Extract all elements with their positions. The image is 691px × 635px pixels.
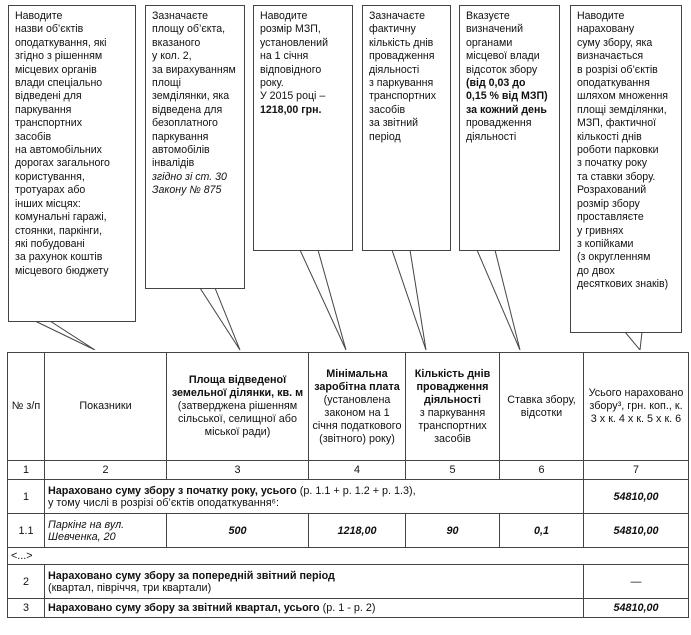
header-mzp-note: (установлена законом на 1 січня податкового (звітного) року): [312, 393, 402, 445]
callout-line: безоплатного: [152, 117, 218, 130]
header-rate: Ставка збору, відсотки: [500, 353, 584, 461]
callout-line: площу об’єкта,: [152, 23, 226, 36]
callout-pointer-6: [625, 332, 642, 350]
row-label: [45, 599, 584, 618]
row-object-name: Паркінг на вул. Шевченка, 20: [45, 514, 167, 548]
callout-line: відведена для: [152, 103, 223, 116]
callout-line: які побудовані: [15, 237, 85, 250]
callout-line: комунальні гаражі,: [15, 211, 107, 224]
col-num: 1: [8, 461, 45, 480]
callout-line: з паркування: [369, 77, 434, 90]
callout-line: згідно зі ст. 30: [152, 170, 227, 183]
row-total: 54810,00: [584, 599, 689, 618]
callout-line: паркування: [152, 130, 209, 143]
callout-mzp: [253, 5, 353, 251]
callout-line: тротуарах або: [15, 184, 86, 197]
callout-line: кількості днів: [577, 130, 642, 143]
callout-line: Зазначаєте: [152, 10, 208, 22]
header-days-note: з паркування транспортних засобів: [418, 406, 487, 445]
callout-line: відведені для: [15, 90, 82, 103]
table-row-3: [8, 599, 689, 618]
callout-line: провадження: [466, 117, 532, 130]
callout-line: у гривнях: [577, 224, 624, 237]
callout-line: оподаткування: [577, 77, 650, 90]
callout-line: діяльності: [369, 63, 420, 76]
callout-line: оподаткування, які: [15, 36, 107, 49]
col-num: 3: [167, 461, 309, 480]
row-label-bold: Нараховано суму збору за звітний квартал, усього: [48, 602, 320, 614]
callout-line: інвалідів: [152, 157, 195, 170]
callout-line: діяльності: [466, 130, 517, 143]
header-total: Усього нараховано збору³, грн. коп., к. 3 х к. 4 х к. 5 х к. 6: [584, 353, 689, 461]
callout-line: користування,: [15, 170, 85, 183]
callout-line: місцевого бюджету: [15, 264, 109, 277]
callout-line: установлений: [260, 36, 328, 49]
callout-line: місцевих органів: [15, 63, 97, 76]
row-area-value: 500: [167, 514, 309, 548]
callout-line: 1218,00 грн.: [260, 103, 322, 116]
callout-line: органами: [466, 36, 513, 49]
row-number: 3: [8, 599, 45, 618]
callout-line: у кол. 2,: [152, 50, 192, 63]
table-skip-row: [8, 548, 689, 565]
header-days: [406, 353, 500, 461]
callout-line: стоянки, паркінги,: [15, 224, 103, 237]
callout-line: дорогах загального: [15, 157, 110, 170]
callout-line: за звітний: [369, 117, 419, 130]
header-mzp-title: Мінімальна заробітна плата: [314, 367, 400, 393]
callout-line: інших місцях:: [15, 197, 81, 210]
callout-line: засобів: [369, 103, 406, 116]
callout-line: року.: [260, 77, 284, 90]
callout-line: Наводите: [260, 10, 308, 22]
callout-pointer-3: [300, 250, 346, 350]
callout-rate: [459, 5, 560, 251]
row-label: [45, 480, 584, 514]
col-num: 5: [406, 461, 500, 480]
row-number: 1: [8, 480, 45, 514]
callout-pointer-5: [477, 250, 520, 350]
callout-line: (з округленням: [577, 251, 651, 264]
callout-line: десяткових знаків): [577, 278, 669, 291]
row-mzp-value: 1218,00: [309, 514, 406, 548]
row-total: 54810,00: [584, 480, 689, 514]
callout-line: засобів: [15, 130, 52, 143]
callout-line: згідно з рішенням: [15, 50, 103, 63]
callout-pointer-1: [35, 321, 95, 350]
callout-pointer-4: [392, 250, 426, 350]
row-total: —: [584, 565, 689, 599]
callout-line: фактичну: [369, 23, 416, 36]
row-number: 1.1: [8, 514, 45, 548]
header-indicators: Показники: [45, 353, 167, 461]
callout-line: площі земділянки,: [577, 103, 667, 116]
header-area-title: Площа відведеної земельної ділянки, кв. м: [171, 374, 304, 399]
callout-line: та ставки збору.: [577, 170, 656, 183]
callout-line: назви об’єктів: [15, 23, 84, 36]
table-row-1-1: [8, 514, 689, 548]
row-label-line2: у тому числі в розрізі об’єктів оподаткування⁶:: [48, 496, 279, 509]
col-num: 7: [584, 461, 689, 480]
callout-line: суму збору, яка: [577, 36, 653, 49]
callout-line: МЗП, фактичної: [577, 117, 657, 130]
callout-line: визначається: [577, 50, 644, 63]
callout-line: провадження: [369, 50, 435, 63]
callout-line: вказаного: [152, 36, 201, 49]
col-num: 4: [309, 461, 406, 480]
callout-line: роботи парковки: [577, 144, 659, 157]
callout-line: місцевої влади: [466, 50, 540, 63]
callout-line: з копійками: [577, 237, 634, 250]
col-num: 6: [500, 461, 584, 480]
callout-line: Наводите: [15, 10, 63, 22]
callout-days: [362, 5, 451, 251]
callout-line: до двох: [577, 264, 615, 277]
callout-line: кількість днів: [369, 36, 434, 49]
callout-line: Розрахований: [577, 184, 647, 197]
callout-line: площі: [152, 77, 181, 90]
callout-line: транспортних: [369, 90, 436, 103]
table-row-2: [8, 565, 689, 599]
callout-line: Закону № 875: [152, 184, 222, 197]
callout-line: транспортних: [15, 117, 82, 130]
col-num: 2: [45, 461, 167, 480]
callout-line: на автомобільних: [15, 144, 102, 157]
row-label-bold: Нараховано суму збору з початку року, усього: [48, 484, 297, 497]
callout-line: розмір збору: [577, 197, 640, 210]
callout-line: відповідного: [260, 63, 322, 76]
callout-line: за кожний день: [466, 103, 547, 116]
callout-objects: [8, 5, 136, 322]
callout-total: [570, 5, 682, 333]
header-row: [8, 353, 689, 461]
callout-line: на 1 січня: [260, 50, 309, 63]
callout-line: за рахунок коштів: [15, 251, 103, 264]
callout-line: паркування: [15, 103, 72, 116]
callout-line: відсоток збору: [466, 63, 538, 76]
row-rate-value: 0,1: [500, 514, 584, 548]
callout-line: земділянки, яка: [152, 90, 230, 103]
row-label-line2: (квартал, півріччя, три квартали): [48, 581, 212, 594]
table-row-1: [8, 480, 689, 514]
callout-line: період: [369, 130, 401, 143]
skip-marker: <...>: [8, 548, 689, 565]
row-number: 2: [8, 565, 45, 599]
callout-line: Вказуєте: [466, 10, 510, 22]
tax-table: [7, 352, 689, 618]
header-area: [167, 353, 309, 461]
callout-line: з початку року: [577, 157, 648, 170]
row-label-rest: (р. 1.1 + р. 1.2 + р. 1.3),: [296, 484, 416, 497]
callout-area: [145, 5, 245, 289]
callout-line: 0,15 % від МЗП): [466, 90, 548, 103]
header-days-title: Кількість днів провадження діяльності: [414, 367, 491, 406]
callout-line: в розрізі об’єктів: [577, 63, 658, 76]
callout-line: влади спеціально: [15, 77, 103, 90]
row-label: [45, 565, 584, 599]
callout-line: шляхом множення: [577, 90, 669, 103]
row-label-bold: Нараховано суму збору за попередній звітний період: [48, 569, 335, 582]
callout-line: автомобілів: [152, 144, 210, 157]
column-number-row: [8, 461, 689, 480]
callout-line: Наводите: [577, 10, 625, 22]
callout-pointer-2: [200, 288, 240, 350]
callout-line: за вирахуванням: [152, 63, 236, 76]
row-total: 54810,00: [584, 514, 689, 548]
callout-line: нараховану: [577, 23, 635, 36]
callout-line: проставляєте: [577, 211, 644, 224]
header-area-note: (затверджена рішенням сільської, селищної або міської ради): [177, 400, 298, 438]
header-mzp: [309, 353, 406, 461]
callout-line: Зазначаєте: [369, 10, 425, 22]
callout-line: визначений: [466, 23, 524, 36]
callout-line: розмір МЗП,: [260, 23, 321, 36]
row-days-value: 90: [406, 514, 500, 548]
callout-line: У 2015 році –: [260, 90, 326, 103]
header-number: № з/п: [8, 353, 45, 461]
callout-line: (від 0,03 до: [466, 77, 526, 90]
row-label-rest: (р. 1 - р. 2): [319, 602, 376, 614]
